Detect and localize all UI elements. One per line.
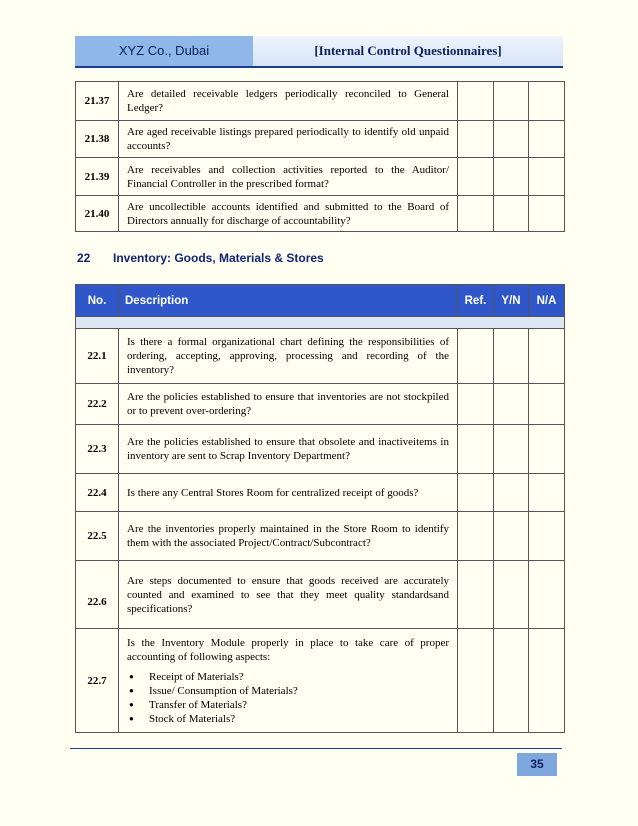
na-cell[interactable]: [529, 561, 565, 629]
row-number: 22.2: [76, 384, 119, 425]
header-na: N/A: [529, 285, 565, 317]
na-cell[interactable]: [529, 329, 565, 384]
section-title: Inventory: Goods, Materials & Stores: [113, 251, 324, 265]
ref-cell[interactable]: [458, 474, 494, 512]
ref-cell[interactable]: [458, 561, 494, 629]
na-cell[interactable]: [529, 629, 565, 733]
table-row: [76, 121, 565, 158]
na-cell[interactable]: [529, 82, 565, 121]
row-description: Are aged receivable listings prepared periodically to identify old unpaid accounts?: [119, 121, 458, 158]
table-row: [76, 512, 565, 561]
row-description: Are steps documented to ensure that goods received are accurately counted and examined to see that they meet quality standardsand specifications?: [119, 561, 458, 629]
table-row: [76, 158, 565, 196]
row-number: 22.1: [76, 329, 119, 384]
ref-cell[interactable]: [458, 384, 494, 425]
table-row: [76, 425, 565, 474]
aspect-list: [127, 670, 449, 726]
header-company: XYZ Co., Dubai: [75, 36, 253, 66]
list-item: ● Stock of Materials?: [149, 712, 449, 726]
row-description: Are detailed receivable ledgers periodically reconciled to General Ledger?: [119, 82, 458, 121]
na-cell[interactable]: [529, 196, 565, 232]
table-row: [76, 82, 565, 121]
yn-cell[interactable]: [494, 196, 529, 232]
header-rule: [75, 66, 563, 68]
ref-cell[interactable]: [458, 158, 494, 196]
ref-cell[interactable]: [458, 121, 494, 158]
header-yn: Y/N: [494, 285, 529, 317]
ref-cell[interactable]: [458, 196, 494, 232]
header-no: No.: [76, 285, 119, 317]
row-description: [119, 629, 458, 733]
row-number: 21.37: [76, 82, 119, 121]
table-row: [76, 329, 565, 384]
questionnaire-table-22: [75, 284, 565, 733]
row-description: Are the policies established to ensure that inventories are not stockpiled or to prevent over-ordering?: [119, 384, 458, 425]
yn-cell[interactable]: [494, 329, 529, 384]
row-number: 22.5: [76, 512, 119, 561]
yn-cell[interactable]: [494, 512, 529, 561]
row-number: 22.7: [76, 629, 119, 733]
row-description: Are uncollectible accounts identified and submitted to the Board of Directors annually for discharge of accountability?: [119, 196, 458, 232]
row-description: Is there a formal organizational chart defining the responsibilities of ordering, accepting, approving, processing and recording of the inventory?: [119, 329, 458, 384]
header-title: [Internal Control Questionnaires]: [253, 36, 563, 66]
yn-cell[interactable]: [494, 474, 529, 512]
yn-cell[interactable]: [494, 121, 529, 158]
header-ref: Ref.: [458, 285, 494, 317]
ref-cell[interactable]: [458, 512, 494, 561]
section-heading: [77, 251, 324, 265]
na-cell[interactable]: [529, 158, 565, 196]
table-row: [76, 196, 565, 232]
table-row: [76, 474, 565, 512]
header-description: Description: [119, 285, 458, 317]
row-description: Are the policies established to ensure that obsolete and inactiveitems in inventory are sent to Scrap Inventory Department?: [119, 425, 458, 474]
page-number: 35: [517, 753, 557, 776]
row-description: Are the inventories properly maintained in the Store Room to identify them with the associated Project/Contract/Subcontract?: [119, 512, 458, 561]
row-number: 22.4: [76, 474, 119, 512]
section-number: 22: [77, 251, 91, 265]
row-number: 21.39: [76, 158, 119, 196]
row-number: 21.40: [76, 196, 119, 232]
ref-cell[interactable]: [458, 82, 494, 121]
list-item: ● Receipt of Materials?: [149, 670, 449, 684]
row-description: Are receivables and collection activities reported to the Auditor/ Financial Controller in the prescribed format?: [119, 158, 458, 196]
row-number: 22.3: [76, 425, 119, 474]
list-item: ● Transfer of Materials?: [149, 698, 449, 712]
footer-rule: [70, 748, 562, 749]
ref-cell[interactable]: [458, 329, 494, 384]
yn-cell[interactable]: [494, 425, 529, 474]
list-item: ● Issue/ Consumption of Materials?: [149, 684, 449, 698]
ref-cell[interactable]: [458, 629, 494, 733]
yn-cell[interactable]: [494, 82, 529, 121]
na-cell[interactable]: [529, 425, 565, 474]
spacer-row: [76, 317, 565, 329]
questionnaire-table-21: [75, 81, 565, 232]
na-cell[interactable]: [529, 474, 565, 512]
na-cell[interactable]: [529, 512, 565, 561]
yn-cell[interactable]: [494, 629, 529, 733]
yn-cell[interactable]: [494, 384, 529, 425]
row-number: 22.6: [76, 561, 119, 629]
ref-cell[interactable]: [458, 425, 494, 474]
table-row: [76, 384, 565, 425]
na-cell[interactable]: [529, 384, 565, 425]
yn-cell[interactable]: [494, 158, 529, 196]
row-number: 21.38: [76, 121, 119, 158]
na-cell[interactable]: [529, 121, 565, 158]
table-header-row: [76, 285, 565, 317]
row-description: Is there any Central Stores Room for centralized receipt of goods?: [119, 474, 458, 512]
page-header: [75, 36, 563, 66]
yn-cell[interactable]: [494, 561, 529, 629]
table-row: [76, 629, 565, 733]
row-description-text: Is the Inventory Module properly in place to take care of proper accounting of following aspects:: [127, 636, 449, 663]
table-row: [76, 561, 565, 629]
